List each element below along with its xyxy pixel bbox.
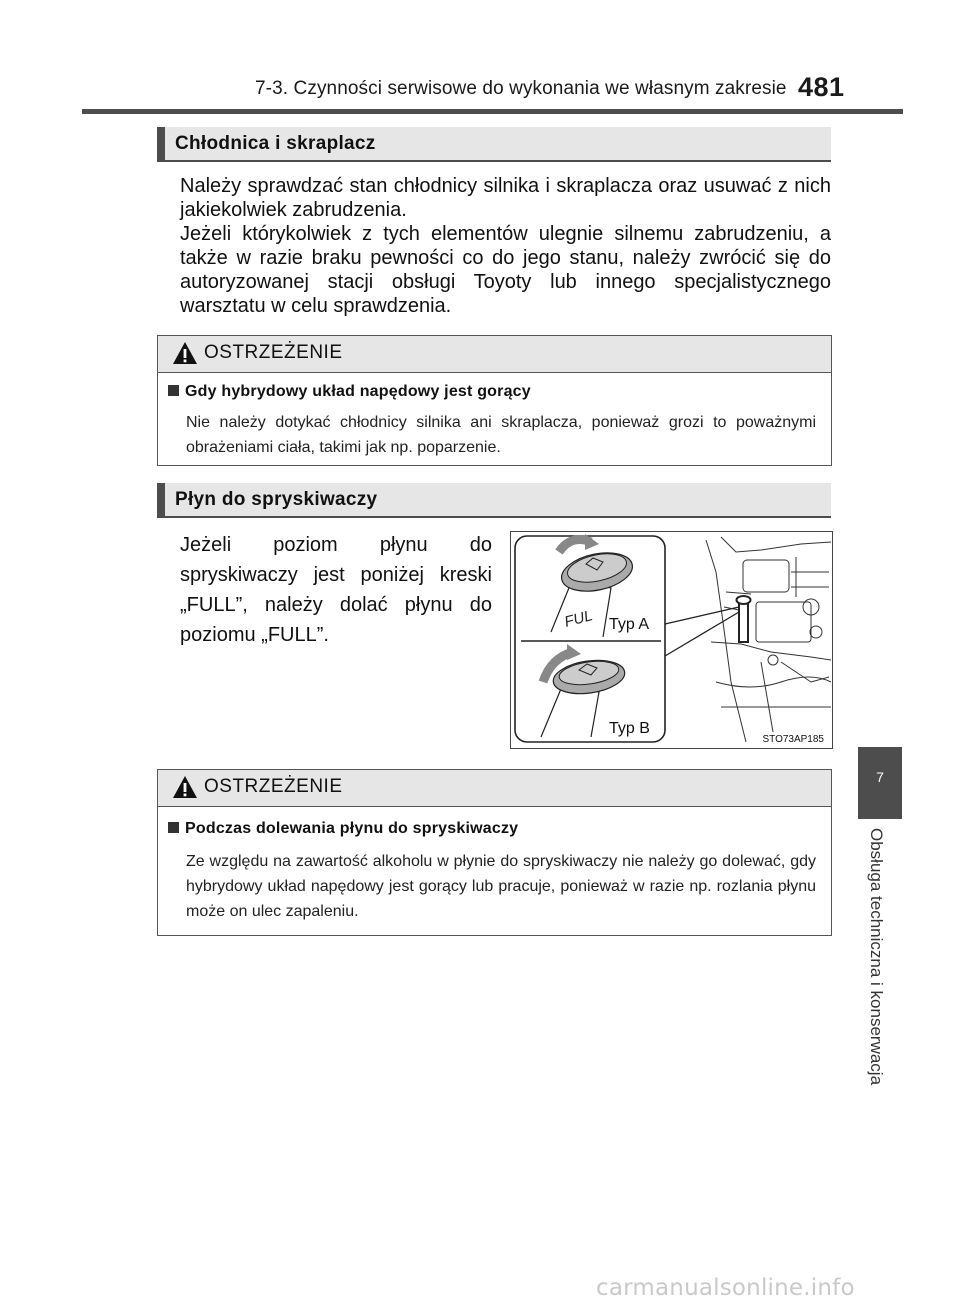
warning-triangle-icon [172, 775, 198, 799]
warning-label: OSTRZEŻENIE [204, 776, 343, 797]
warning-item-text: Nie należy dotykać chłodnicy silnika ani skraplacza, ponieważ grozi to poważnymi obrażeniami ciała, takimi jak np. poparzenie. [186, 414, 816, 456]
washer-fluid-illustration [510, 531, 833, 749]
radiator-paragraph-1: Należy sprawdzać stan chłodnicy silnika i skraplacza oraz usuwać z nich jakiekolwiek zabrudzenia. [180, 175, 831, 221]
section-heading-washer-fluid [157, 483, 831, 518]
warning-item-title-text: Gdy hybrydowy układ napędowy jest gorący [185, 383, 531, 400]
warning-box-refilling [157, 769, 832, 936]
bullet-square-icon [168, 385, 179, 396]
radiator-body-text [180, 174, 831, 318]
warning-box-hot-system [157, 335, 832, 466]
bullet-square-icon [168, 822, 179, 833]
warning-item-text: Ze względu na zawartość alkoholu w płynie do spryskiwaczy nie należy go dolewać, gdy hybrydowy układ napędowy jest gorący lub pracuje, ponieważ w razie np. rozlania płynu może on ulec zapaleniu. [186, 853, 816, 920]
warning-triangle-icon [172, 341, 198, 365]
warning-item-title-text: Podczas dolewania płynu do spryskiwaczy [185, 820, 519, 837]
header-section-title: 7-3. Czynności serwisowe do wykonania we własnym zakresie [255, 78, 787, 99]
svg-text:FUL: FUL [562, 607, 595, 631]
chapter-tab [858, 747, 902, 819]
warning-header [158, 770, 831, 807]
watermark: carmanualsonline.info [596, 1275, 855, 1301]
warning-item-title [168, 820, 518, 838]
heading-accent-bar [157, 127, 165, 160]
heading-accent-bar [157, 483, 165, 516]
chapter-side-label [866, 828, 896, 1124]
figure-label-type-a: Typ A [609, 616, 650, 633]
washer-cap-illustration [511, 532, 833, 749]
chapter-title: Obsługa techniczna i konserwacja [867, 828, 886, 1086]
page-number: 481 [798, 72, 845, 102]
warning-header [158, 336, 831, 373]
chapter-number: 7 [876, 769, 884, 785]
washer-fluid-paragraph: Jeżeli poziom płynu do spryskiwaczy jest poniżej kreski „FULL”, należy dolać płynu do poziomu „FULL”. [180, 534, 492, 646]
figure-label-type-b: Typ B [609, 720, 650, 737]
section-heading-radiator [157, 127, 831, 162]
warning-item-title [168, 383, 531, 401]
radiator-paragraph-2: Jeżeli którykolwiek z tych elementów ulegnie silnemu zabrudzeniu, a także w razie braku pewności co do jego stanu, należy zwrócić się do autoryzowanej stacji obsługi Toyoty lub innego specjalistycznego warsztatu w celu sprawdzenia. [180, 223, 831, 317]
header-divider [82, 109, 903, 114]
warning-label: OSTRZEŻENIE [204, 342, 343, 363]
section-heading-text: Chłodnica i skraplacz [175, 133, 376, 154]
section-heading-text: Płyn do spryskiwaczy [175, 489, 378, 510]
figure-code: STO73AP185 [762, 734, 824, 745]
